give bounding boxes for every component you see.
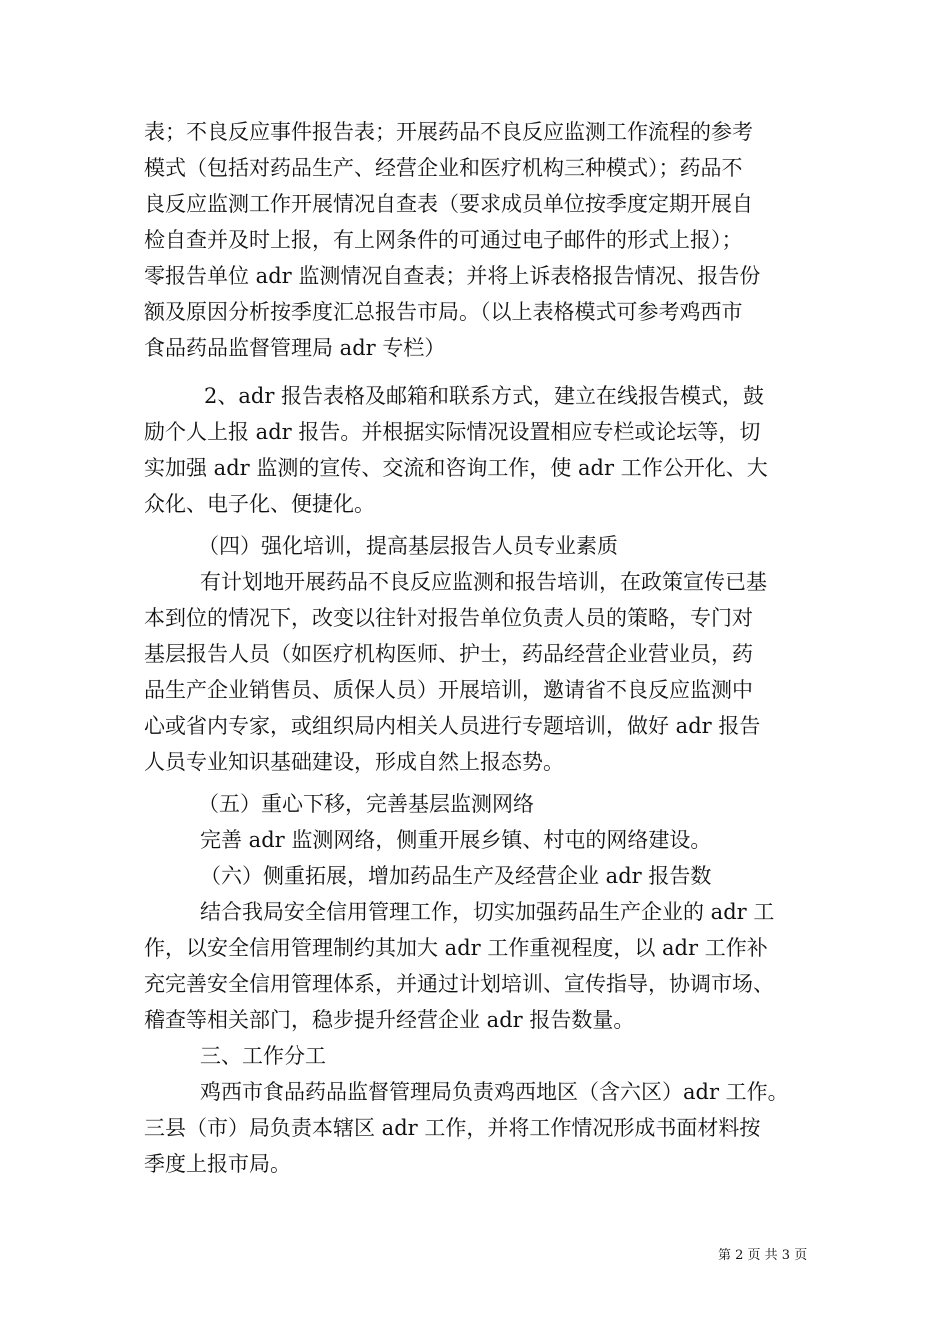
text-line: 模式（包括对药品生产、经营企业和医疗机构三种模式）；药品不 (144, 156, 743, 180)
section-heading: （四）强化培训，提高基层报告人员专业素质 (198, 534, 618, 558)
text-line: 检自查并及时上报，有上网条件的可通过电子邮件的形式上报）； (144, 228, 743, 252)
paragraph-start: 结合我局安全信用管理工作，切实加强药品生产企业的 adr 工 (200, 900, 775, 924)
text-line: 表；不良反应事件报告表；开展药品不良反应监测工作流程的参考 (144, 120, 753, 144)
paragraph-start: 有计划地开展药品不良反应监测和报告培训，在政策宣传已基 (200, 570, 767, 594)
paragraph-start: 鸡西市食品药品监督管理局负责鸡西地区（含六区）adr 工作。 (200, 1080, 789, 1104)
text-line: 良反应监测工作开展情况自查表（要求成员单位按季度定期开展自 (144, 192, 753, 216)
text-line: 食品药品监督管理局 adr 专栏） (144, 336, 446, 360)
text-line: 品生产企业销售员、质保人员）开展培训，邀请省不良反应监测中 (144, 678, 753, 702)
text-line: 基层报告人员（如医疗机构医师、护士，药品经营企业营业员，药 (144, 642, 753, 666)
text-line: 励个人上报 adr 报告。并根据实际情况设置相应专栏或论坛等，切 (144, 420, 761, 444)
text-line: 众化、电子化、便捷化。 (144, 492, 375, 516)
page-number: 第 2 页 共 3 页 (718, 1248, 808, 1263)
text-line: 人员专业知识基础建设，形成自然上报态势。 (144, 750, 564, 774)
text-line: 三县（市）局负责本辖区 adr 工作，并将工作情况形成书面材料按 (144, 1116, 761, 1140)
section-heading: （六）侧重拓展，增加药品生产及经营企业 adr 报告数 (200, 864, 712, 888)
text-line: 本到位的情况下，改变以往针对报告单位负责人员的策略，专门对 (144, 606, 753, 630)
text-line: 稽查等相关部门，稳步提升经营企业 adr 报告数量。 (144, 1008, 635, 1032)
text-line: 充完善安全信用管理体系，并通过计划培训、宣传指导，协调市场、 (144, 972, 774, 996)
text-line: 心或省内专家，或组织局内相关人员进行专题培训，做好 adr 报告 (144, 714, 761, 738)
paragraph-start: 2、adr 报告表格及邮箱和联系方式，建立在线报告模式，鼓 (204, 384, 765, 408)
text-line: 实加强 adr 监测的宣传、交流和咨询工作，使 adr 工作公开化、大 (144, 456, 768, 480)
section-heading: （五）重心下移，完善基层监测网络 (198, 792, 534, 816)
section-heading: 三、工作分工 (200, 1044, 326, 1068)
text-line: 额及原因分析按季度汇总报告市局。（以上表格模式可参考鸡西市 (144, 300, 743, 324)
text-line: 零报告单位 adr 监测情况自查表；并将上诉表格报告情况、报告份 (144, 264, 761, 288)
text-line: 作，以安全信用管理制约其加大 adr 工作重视程度，以 adr 工作补 (144, 936, 768, 960)
paragraph-start: 完善 adr 监测网络，侧重开展乡镇、村屯的网络建设。 (200, 828, 712, 852)
text-line: 季度上报市局。 (144, 1152, 291, 1176)
